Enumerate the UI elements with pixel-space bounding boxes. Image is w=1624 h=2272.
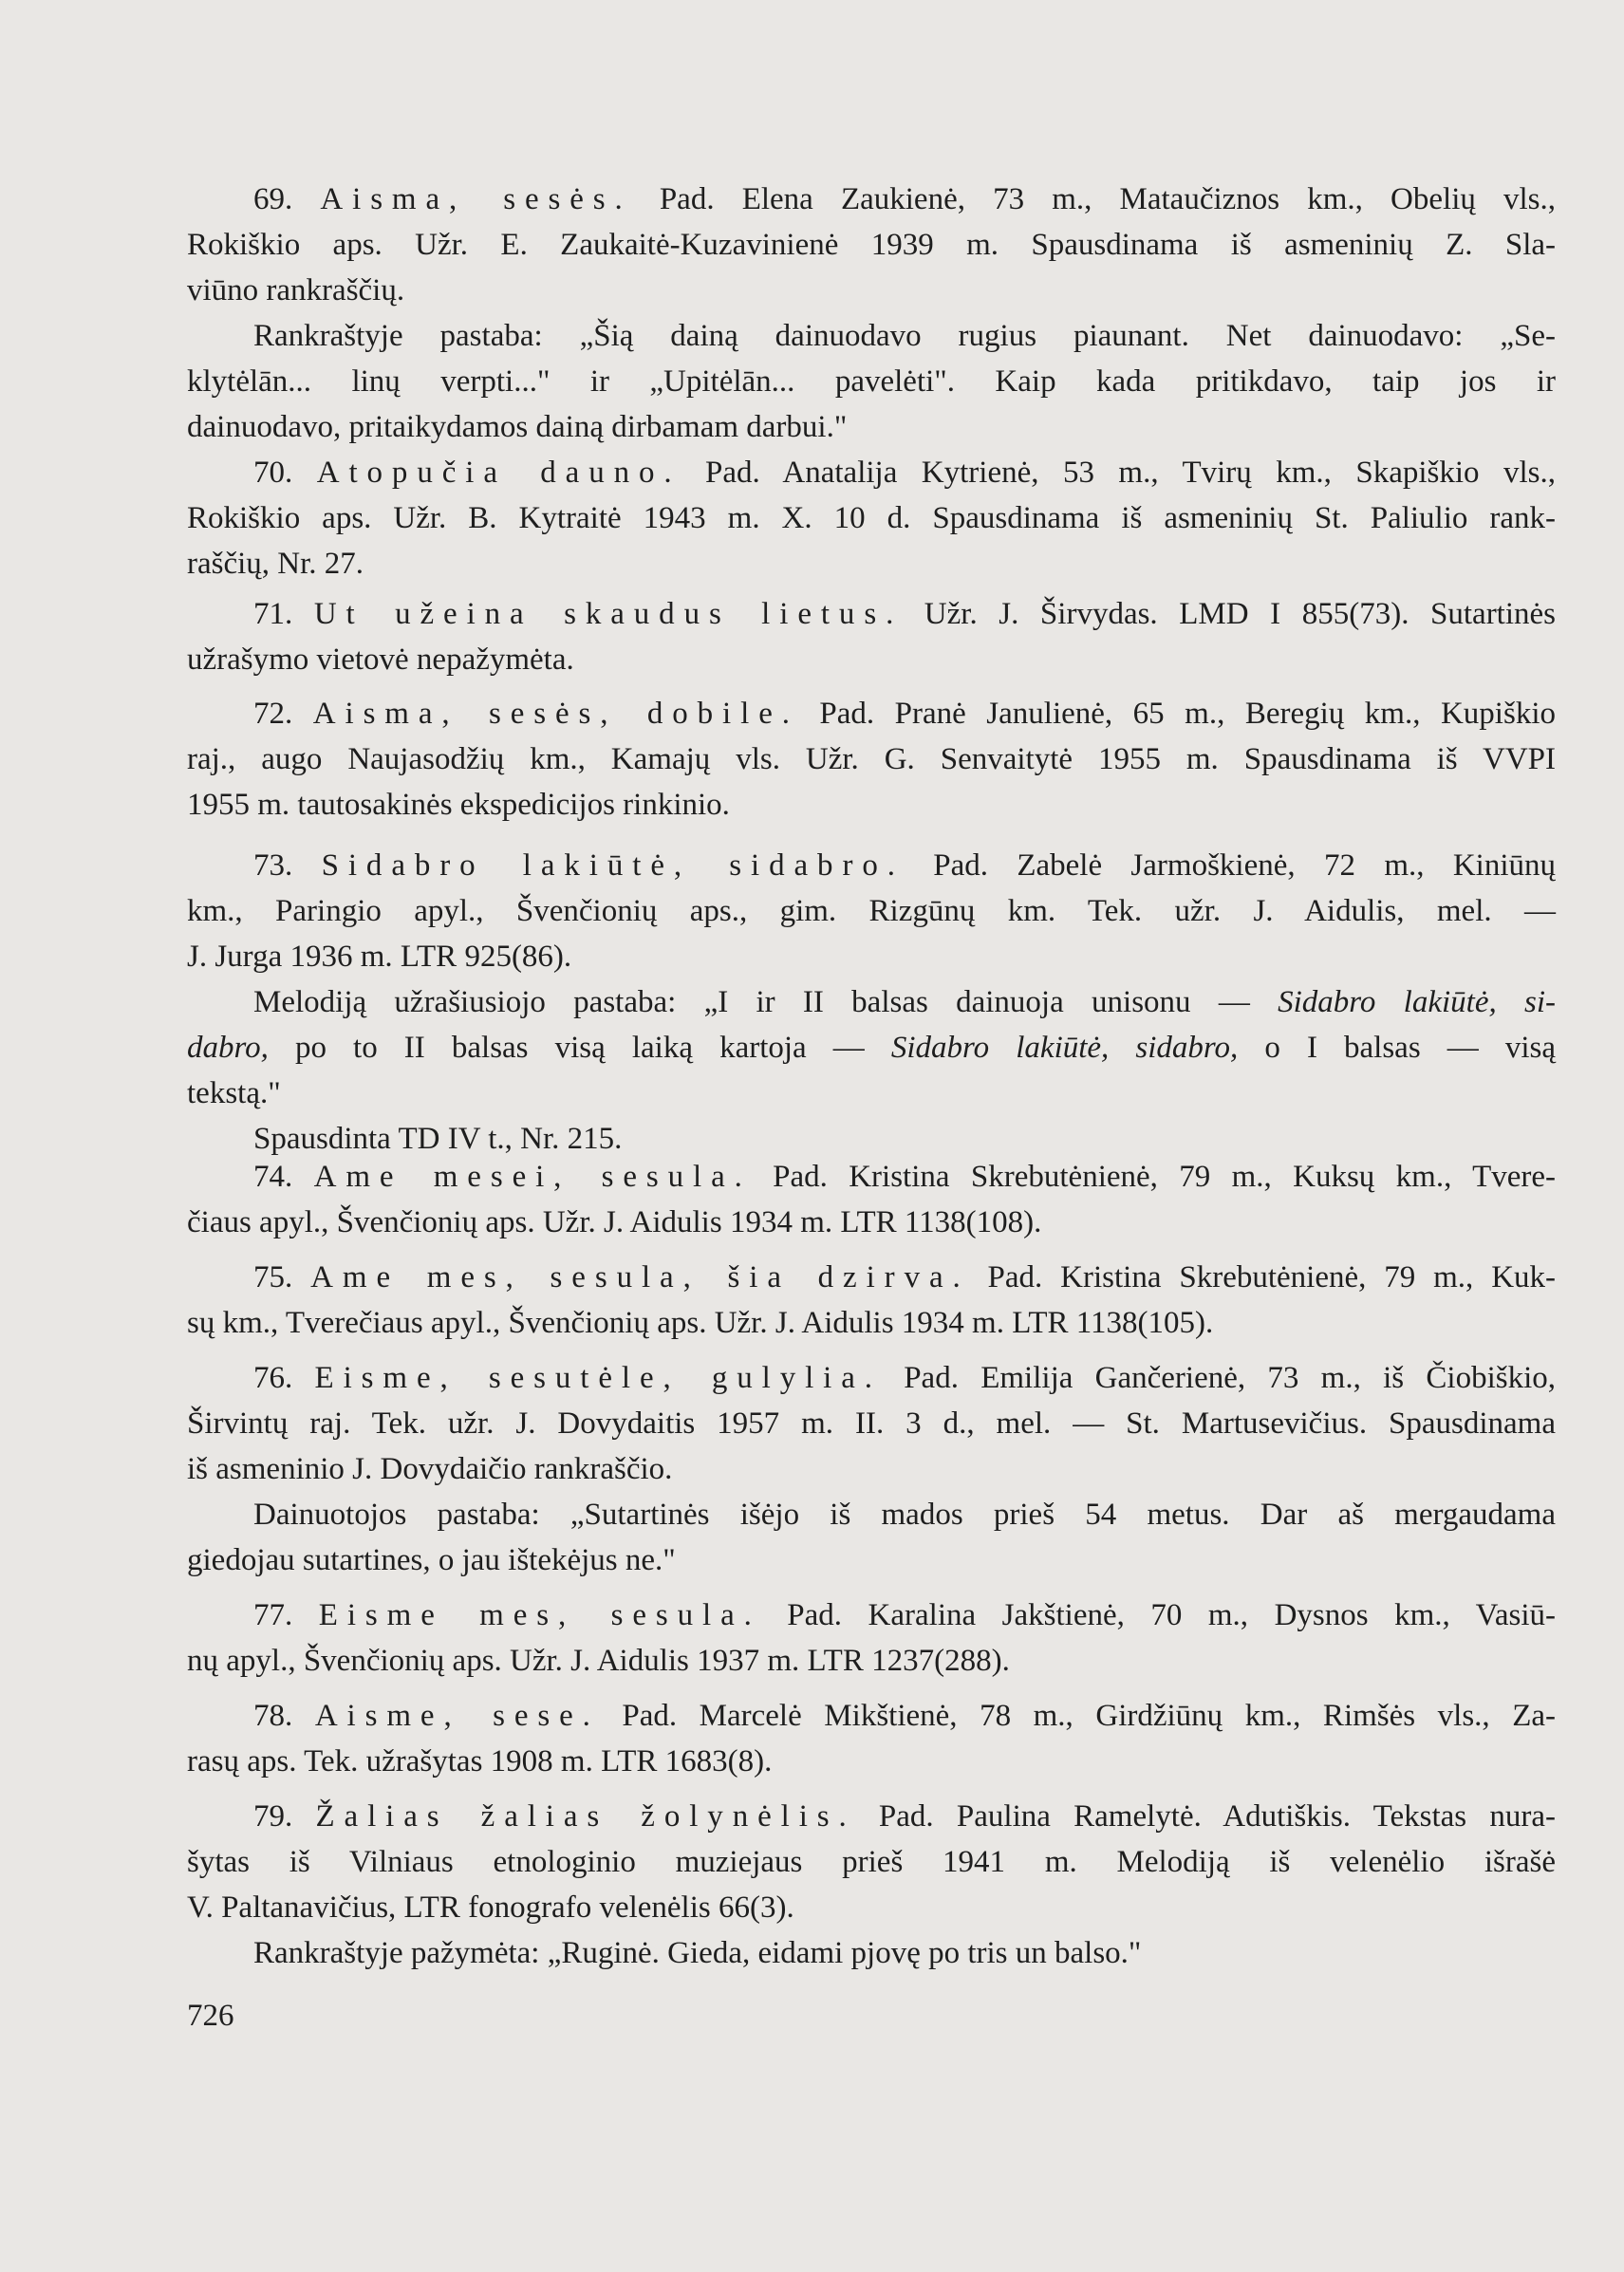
note-italic: Sidabro lakiūtė, sidabro, bbox=[890, 1031, 1239, 1065]
entry-78 bbox=[187, 1693, 1556, 1784]
entry-line bbox=[187, 1693, 1556, 1739]
entry-line: km., Paringio apyl., Švenčionių aps., gim. Rizgūnų km. Tek. užr. J. Aidulis, mel. — bbox=[187, 894, 1556, 928]
entry-number: 72. bbox=[253, 697, 293, 731]
entry-number: 78. bbox=[253, 1699, 293, 1733]
note-line: tekstą." bbox=[187, 1076, 281, 1110]
song-title: Aisma, sesės. bbox=[320, 182, 632, 216]
note-line: Rankraštyje pastaba: „Šią dainą dainuodavo rugius piaunant. Net dainuodavo: „Se- bbox=[253, 319, 1556, 353]
note-line: Rankraštyje pažymėta: „Ruginė. Gieda, eidami pjovę po tris un balso." bbox=[253, 1936, 1142, 1970]
entry-line: Rokiškio aps. Užr. E. Zaukaitė-Kuzavinienė 1939 m. Spausdinama iš asmeninių Z. Sla- bbox=[187, 228, 1556, 262]
entry-line bbox=[187, 843, 1556, 888]
song-title: Ame mes, sesula, šia dzirva. bbox=[310, 1260, 970, 1294]
note-line bbox=[187, 1025, 1556, 1071]
song-title: Sidabro lakiūtė, sidabro. bbox=[321, 848, 905, 883]
entry-71 bbox=[187, 591, 1556, 682]
entry-number: 77. bbox=[253, 1598, 293, 1632]
entry-text: Pad. Kristina Skrebutėnienė, 79 m., Kuk- bbox=[969, 1260, 1557, 1294]
entry-text: Pad. Elena Zaukienė, 73 m., Mataučiznos km., Obelių vls., bbox=[631, 182, 1557, 216]
note-line: giedojau sutartines, o jau ištekėjus ne." bbox=[187, 1543, 676, 1577]
entry-text: Pad. Pranė Janulienė, 65 m., Beregių km., Kupiškio bbox=[798, 697, 1556, 731]
entry-75 bbox=[187, 1255, 1556, 1346]
note-line bbox=[187, 979, 1556, 1025]
entry-text: Užr. J. Širvydas. LMD I 855(73). Sutartinės bbox=[903, 597, 1557, 631]
song-title: Aisme, sese. bbox=[314, 1699, 600, 1733]
entry-line bbox=[187, 1355, 1556, 1401]
entry-number: 74. bbox=[253, 1160, 293, 1194]
entry-text: Pad. Karalina Jakštienė, 70 m., Dysnos km., Vasiū- bbox=[760, 1598, 1556, 1632]
entry-number: 70. bbox=[253, 456, 293, 490]
song-title: Ame mesei, sesula. bbox=[313, 1160, 752, 1194]
entry-text: Pad. Kristina Skrebutėnienė, 79 m., Kuksų km., Tvere- bbox=[751, 1160, 1557, 1194]
printed-source: Spausdinta TD IV t., Nr. 215. bbox=[253, 1122, 623, 1156]
entry-79 bbox=[187, 1794, 1556, 1976]
entry-line bbox=[187, 691, 1556, 736]
entry-line: Širvintų raj. Tek. užr. J. Dovydaitis 1957 m. II. 3 d., mel. — St. Martusevičius. Spausdinama bbox=[187, 1406, 1556, 1441]
song-title: Atopučia dauno. bbox=[316, 456, 681, 490]
page-number: 726 bbox=[187, 1999, 234, 2033]
entry-line bbox=[187, 1154, 1556, 1200]
entry-line bbox=[187, 450, 1556, 495]
entry-line: raj., augo Naujasodžių km., Kamajų vls. Užr. G. Senvaitytė 1955 m. Spausdinama iš VVPI bbox=[187, 742, 1556, 776]
note-italic: dabro, bbox=[187, 1031, 269, 1065]
entry-line: šytas iš Vilniaus etnologinio muziejaus prieš 1941 m. Melodiją iš velenėlio išrašė bbox=[187, 1845, 1556, 1879]
song-title: Eisme, sesutėle, gulylia. bbox=[314, 1361, 882, 1395]
entry-text: Pad. Paulina Ramelytė. Adutiškis. Tekstas nura- bbox=[855, 1799, 1557, 1834]
note-italic: Sidabro lakiūtė, si- bbox=[1278, 985, 1557, 1019]
entry-line: čiaus apyl., Švenčionių aps. Užr. J. Aidulis 1934 m. LTR 1138(108). bbox=[187, 1205, 1042, 1239]
entry-76 bbox=[187, 1355, 1556, 1583]
entry-number: 73. bbox=[253, 848, 293, 883]
entry-line: iš asmeninio J. Dovydaičio rankraščio. bbox=[187, 1452, 673, 1486]
entry-line bbox=[187, 1794, 1556, 1839]
entry-number: 71. bbox=[253, 597, 293, 631]
note-line: dainuodavo, pritaikydamos dainą dirbamam darbui." bbox=[187, 410, 848, 444]
entry-line: užrašymo vietovė nepažymėta. bbox=[187, 642, 574, 677]
note-text: o I balsas — visą bbox=[1238, 1031, 1556, 1065]
entry-line: sų km., Tverečiaus apyl., Švenčionių aps. Užr. J. Aidulis 1934 m. LTR 1138(105). bbox=[187, 1306, 1214, 1340]
entry-line: nų apyl., Švenčionių aps. Užr. J. Aidulis 1937 m. LTR 1237(288). bbox=[187, 1644, 1010, 1678]
entry-line: Rokiškio aps. Užr. B. Kytraitė 1943 m. X. 10 d. Spausdinama iš asmeninių St. Paliulio rank- bbox=[187, 501, 1556, 535]
entry-line bbox=[187, 1592, 1556, 1638]
note-line: klytėlān... linų verpti..." ir „Upitėlān... pavelėti". Kaip kada pritikdavo, taip jos ir bbox=[187, 364, 1556, 399]
entry-text: Pad. Marcelė Mikštienė, 78 m., Girdžiūnų km., Rimšės vls., Za- bbox=[599, 1699, 1557, 1733]
entry-line: 1955 m. tautosakinės ekspedicijos rinkinio. bbox=[187, 788, 730, 822]
entry-number: 69. bbox=[253, 182, 293, 216]
song-title: Eisme mes, sesula. bbox=[318, 1598, 761, 1632]
entry-text: Pad. Zabelė Jarmoškienė, 72 m., Kiniūnų bbox=[904, 848, 1556, 883]
song-title: Ut užeina skaudus lietus. bbox=[313, 597, 904, 631]
entry-line: viūno rankraščių. bbox=[187, 273, 405, 307]
entry-line bbox=[187, 591, 1556, 637]
entry-line bbox=[187, 1255, 1556, 1300]
entry-number: 76. bbox=[253, 1361, 293, 1395]
note-text: po to II balsas visą laiką kartoja — bbox=[268, 1031, 891, 1065]
entry-74 bbox=[187, 1154, 1556, 1245]
entry-line: J. Jurga 1936 m. LTR 925(86). bbox=[187, 940, 572, 974]
entry-line bbox=[187, 177, 1556, 222]
entry-line: rasų aps. Tek. užrašytas 1908 m. LTR 1683(8). bbox=[187, 1744, 773, 1778]
entry-72 bbox=[187, 691, 1556, 828]
entry-number: 79. bbox=[253, 1799, 293, 1834]
song-title: Aisma, sesės, dobile. bbox=[312, 697, 799, 731]
note-line: Dainuotojos pastaba: „Sutartinės išėjo iš mados prieš 54 metus. Dar aš mergaudama bbox=[253, 1498, 1556, 1532]
entry-73 bbox=[187, 843, 1556, 1162]
entry-69 bbox=[187, 177, 1556, 450]
entry-77 bbox=[187, 1592, 1556, 1684]
entry-text: Pad. Emilija Gančerienė, 73 m., iš Čiobiškio, bbox=[881, 1361, 1556, 1395]
entry-line: raščių, Nr. 27. bbox=[187, 547, 364, 581]
entry-number: 75. bbox=[253, 1260, 293, 1294]
entry-line: V. Paltanavičius, LTR fonografo velenėlis 66(3). bbox=[187, 1890, 794, 1925]
entry-70 bbox=[187, 450, 1556, 587]
song-title: Žalias žalias žolynėlis. bbox=[315, 1799, 856, 1834]
entry-text: Pad. Anatalija Kytrienė, 53 m., Tvirų km., Skapiškio vls., bbox=[681, 456, 1557, 490]
note-text: Melodiją užrašiusiojo pastaba: „I ir II balsas dainuoja unisonu — bbox=[253, 985, 1279, 1019]
